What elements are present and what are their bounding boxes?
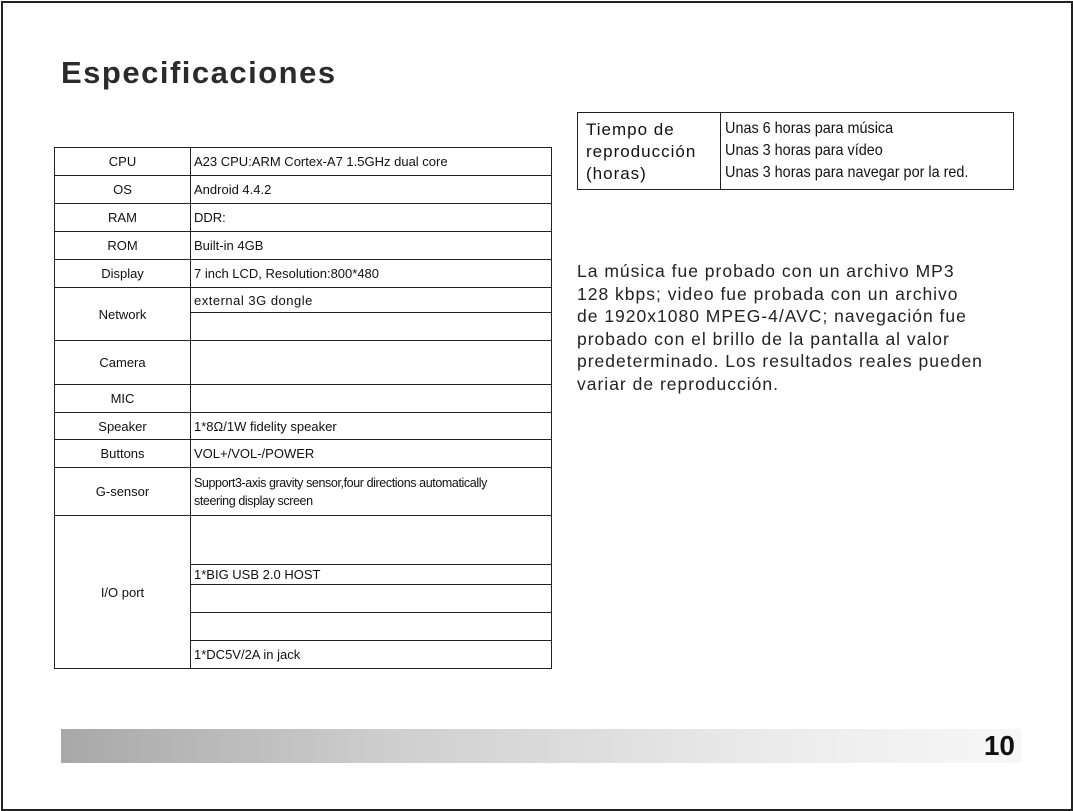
table-row bbox=[55, 413, 552, 440]
spec-label-ram: RAM bbox=[55, 204, 191, 232]
spec-label-gsensor: G-sensor bbox=[55, 468, 191, 516]
table-row bbox=[55, 468, 552, 516]
playtime-label-line: (horas) bbox=[586, 164, 647, 183]
spec-value-ram: DDR: bbox=[191, 204, 552, 232]
spec-label-camera: Camera bbox=[55, 341, 191, 385]
table-row bbox=[55, 385, 552, 413]
gsensor-line-2: steering display screen bbox=[194, 493, 313, 508]
spec-value-os: Android 4.4.2 bbox=[191, 176, 552, 204]
table-row bbox=[578, 113, 1014, 190]
table-row bbox=[55, 341, 552, 385]
page-number: 10 bbox=[983, 730, 1015, 761]
spec-label-display: Display bbox=[55, 260, 191, 288]
spec-label-io-port: I/O port bbox=[55, 516, 191, 669]
spec-value-mic bbox=[191, 385, 552, 413]
spec-value-io-dc: 1*DC5V/2A in jack bbox=[191, 641, 552, 669]
table-row bbox=[55, 148, 552, 176]
note-line: probado con el brillo de la pantalla al valor bbox=[577, 328, 950, 349]
playtime-music: Unas 6 horas para música bbox=[724, 120, 893, 137]
note-line: 128 kbps; video fue probada con un archivo bbox=[577, 283, 959, 304]
spec-value-network: external 3G dongle bbox=[191, 288, 552, 313]
table-row bbox=[55, 260, 552, 288]
spec-label-mic: MIC bbox=[55, 385, 191, 413]
footer-bar bbox=[61, 729, 1021, 763]
spec-value-rom: Built-in 4GB bbox=[191, 232, 552, 260]
table-row bbox=[55, 204, 552, 232]
test-conditions-note bbox=[577, 260, 1027, 395]
specifications-table bbox=[54, 147, 552, 669]
spec-value-io-empty-2 bbox=[191, 585, 552, 613]
table-row bbox=[55, 288, 552, 313]
spec-value-display: 7 inch LCD, Resolution:800*480 bbox=[191, 260, 552, 288]
note-line: predeterminado. Los resultados reales pueden bbox=[577, 351, 983, 371]
spec-label-os: OS bbox=[55, 176, 191, 204]
playtime-label-line: Tiempo de bbox=[586, 120, 675, 139]
spec-value-speaker: 1*8Ω/1W fidelity speaker bbox=[191, 413, 552, 440]
spec-label-rom: ROM bbox=[55, 232, 191, 260]
note-line: variar de reproducción. bbox=[577, 373, 779, 394]
playtime-video: Unas 3 horas para vídeo bbox=[724, 142, 883, 159]
playtime-web: Unas 3 horas para navegar por la red. bbox=[724, 164, 968, 181]
spec-value-buttons: VOL+/VOL-/POWER bbox=[191, 440, 552, 468]
playtime-label bbox=[578, 113, 721, 190]
spec-value-io-empty-1 bbox=[191, 516, 552, 565]
spec-value-camera bbox=[191, 341, 552, 385]
table-row bbox=[55, 176, 552, 204]
gsensor-line-1: Support3-axis gravity sensor,four directions automatically bbox=[194, 475, 487, 490]
spec-value-gsensor bbox=[191, 468, 552, 516]
page-title: Especificaciones bbox=[61, 55, 337, 90]
note-line: La música fue probado con un archivo MP3 bbox=[577, 261, 955, 281]
table-row bbox=[55, 232, 552, 260]
playtime-table bbox=[577, 112, 1014, 190]
table-row bbox=[55, 516, 552, 565]
spec-value-cpu: A23 CPU:ARM Cortex-A7 1.5GHz dual core bbox=[191, 148, 552, 176]
spec-label-buttons: Buttons bbox=[55, 440, 191, 468]
spec-value-network-empty bbox=[191, 313, 552, 341]
playtime-label-line: reproducción bbox=[586, 142, 697, 161]
note-line: de 1920x1080 MPEG-4/AVC; navegación fue bbox=[577, 306, 967, 326]
spec-label-network: Network bbox=[55, 288, 191, 341]
spec-value-io-empty-3 bbox=[191, 613, 552, 641]
table-row bbox=[55, 440, 552, 468]
spec-label-cpu: CPU bbox=[55, 148, 191, 176]
spec-value-io-usb: 1*BIG USB 2.0 HOST bbox=[191, 565, 552, 585]
playtime-values bbox=[721, 113, 985, 190]
spec-label-speaker: Speaker bbox=[55, 413, 191, 440]
